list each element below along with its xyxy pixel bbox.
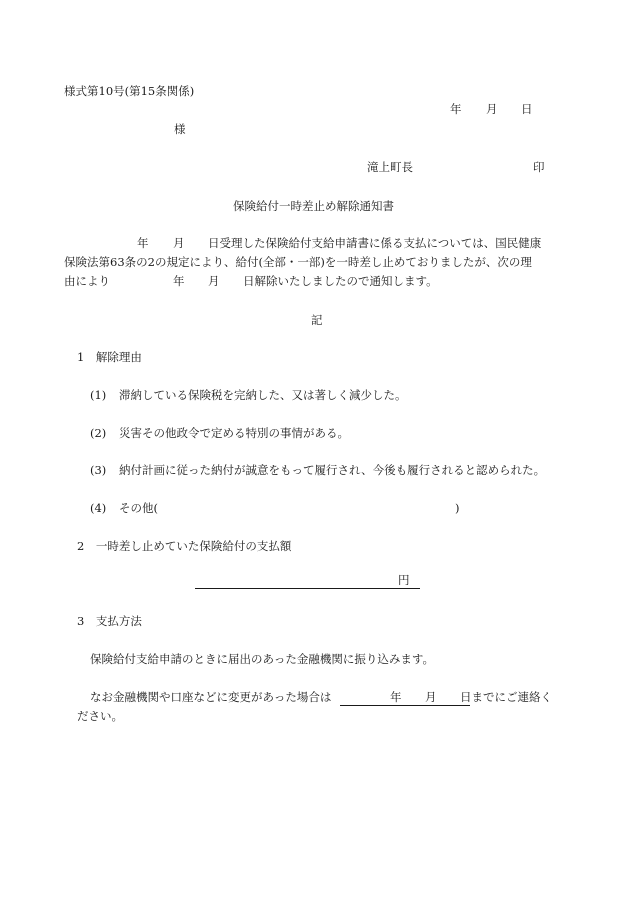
recipient-suffix: 様	[174, 122, 186, 136]
body-line-3-year: 年	[173, 274, 185, 288]
yen-label: 円	[398, 573, 410, 587]
payment-paragraph-2-a: なお金融機関や口座などに変更があった場合は	[90, 690, 332, 704]
body-line-3-month: 月	[208, 274, 220, 288]
deadline-year-label: 年	[390, 690, 402, 704]
form-number: 様式第10号(第15条関係)	[64, 84, 195, 98]
date-day-label: 日	[521, 102, 533, 116]
body-line-3: 日解除いたしましたので通知します。	[243, 274, 438, 288]
reason-text: 納付計画に従った納付が誠意をもって履行され、今後も履行されると認められた。	[119, 463, 546, 477]
payment-paragraph-2-b: 日までにご連絡く	[460, 690, 552, 704]
body-line-1: 日受理した保険給付支給申請書に係る支払については、国民健康	[208, 236, 542, 250]
body-year-label: 年	[137, 236, 149, 250]
ki-heading: 記	[311, 313, 323, 327]
body-month-label: 月	[173, 236, 185, 250]
reason-close-paren: )	[455, 501, 460, 515]
section2-heading: 2 一時差し止めていた保険給付の支払額	[77, 539, 292, 553]
body-line-2: 保険法第63条の2の規定により、給付(全部・一部)を一時差し止めておりましたが、次の理	[64, 255, 532, 269]
reason-text: その他(	[119, 501, 158, 515]
document-title: 保険給付一時差止め解除通知書	[233, 199, 394, 213]
reason-number: (2)	[90, 426, 107, 440]
date-year-label: 年	[450, 102, 462, 116]
payment-paragraph-1: 保険給付支給申請のときに届出のあった金融機関に振り込みます。	[90, 652, 434, 666]
reason-number: (3)	[90, 463, 107, 477]
section1-heading: 1 解除理由	[77, 350, 142, 364]
payment-paragraph-2-c: ださい。	[77, 709, 123, 723]
amount-line	[195, 575, 420, 589]
date-month-label: 月	[486, 102, 498, 116]
reason-text: 災害その他政令で定める特別の事情がある。	[119, 426, 349, 440]
reason-text: 滞納している保険税を完納した、又は著しく減少した。	[119, 388, 407, 402]
seal-mark: 印	[533, 160, 545, 174]
deadline-date-line	[340, 692, 470, 706]
deadline-month-label: 月	[425, 690, 437, 704]
section3-heading: 3 支払方法	[77, 614, 142, 628]
body-line-3-prefix: 由により	[64, 274, 110, 288]
reason-number: (4)	[90, 501, 107, 515]
issuer-title: 滝上町長	[367, 160, 413, 174]
reason-number: (1)	[90, 388, 107, 402]
